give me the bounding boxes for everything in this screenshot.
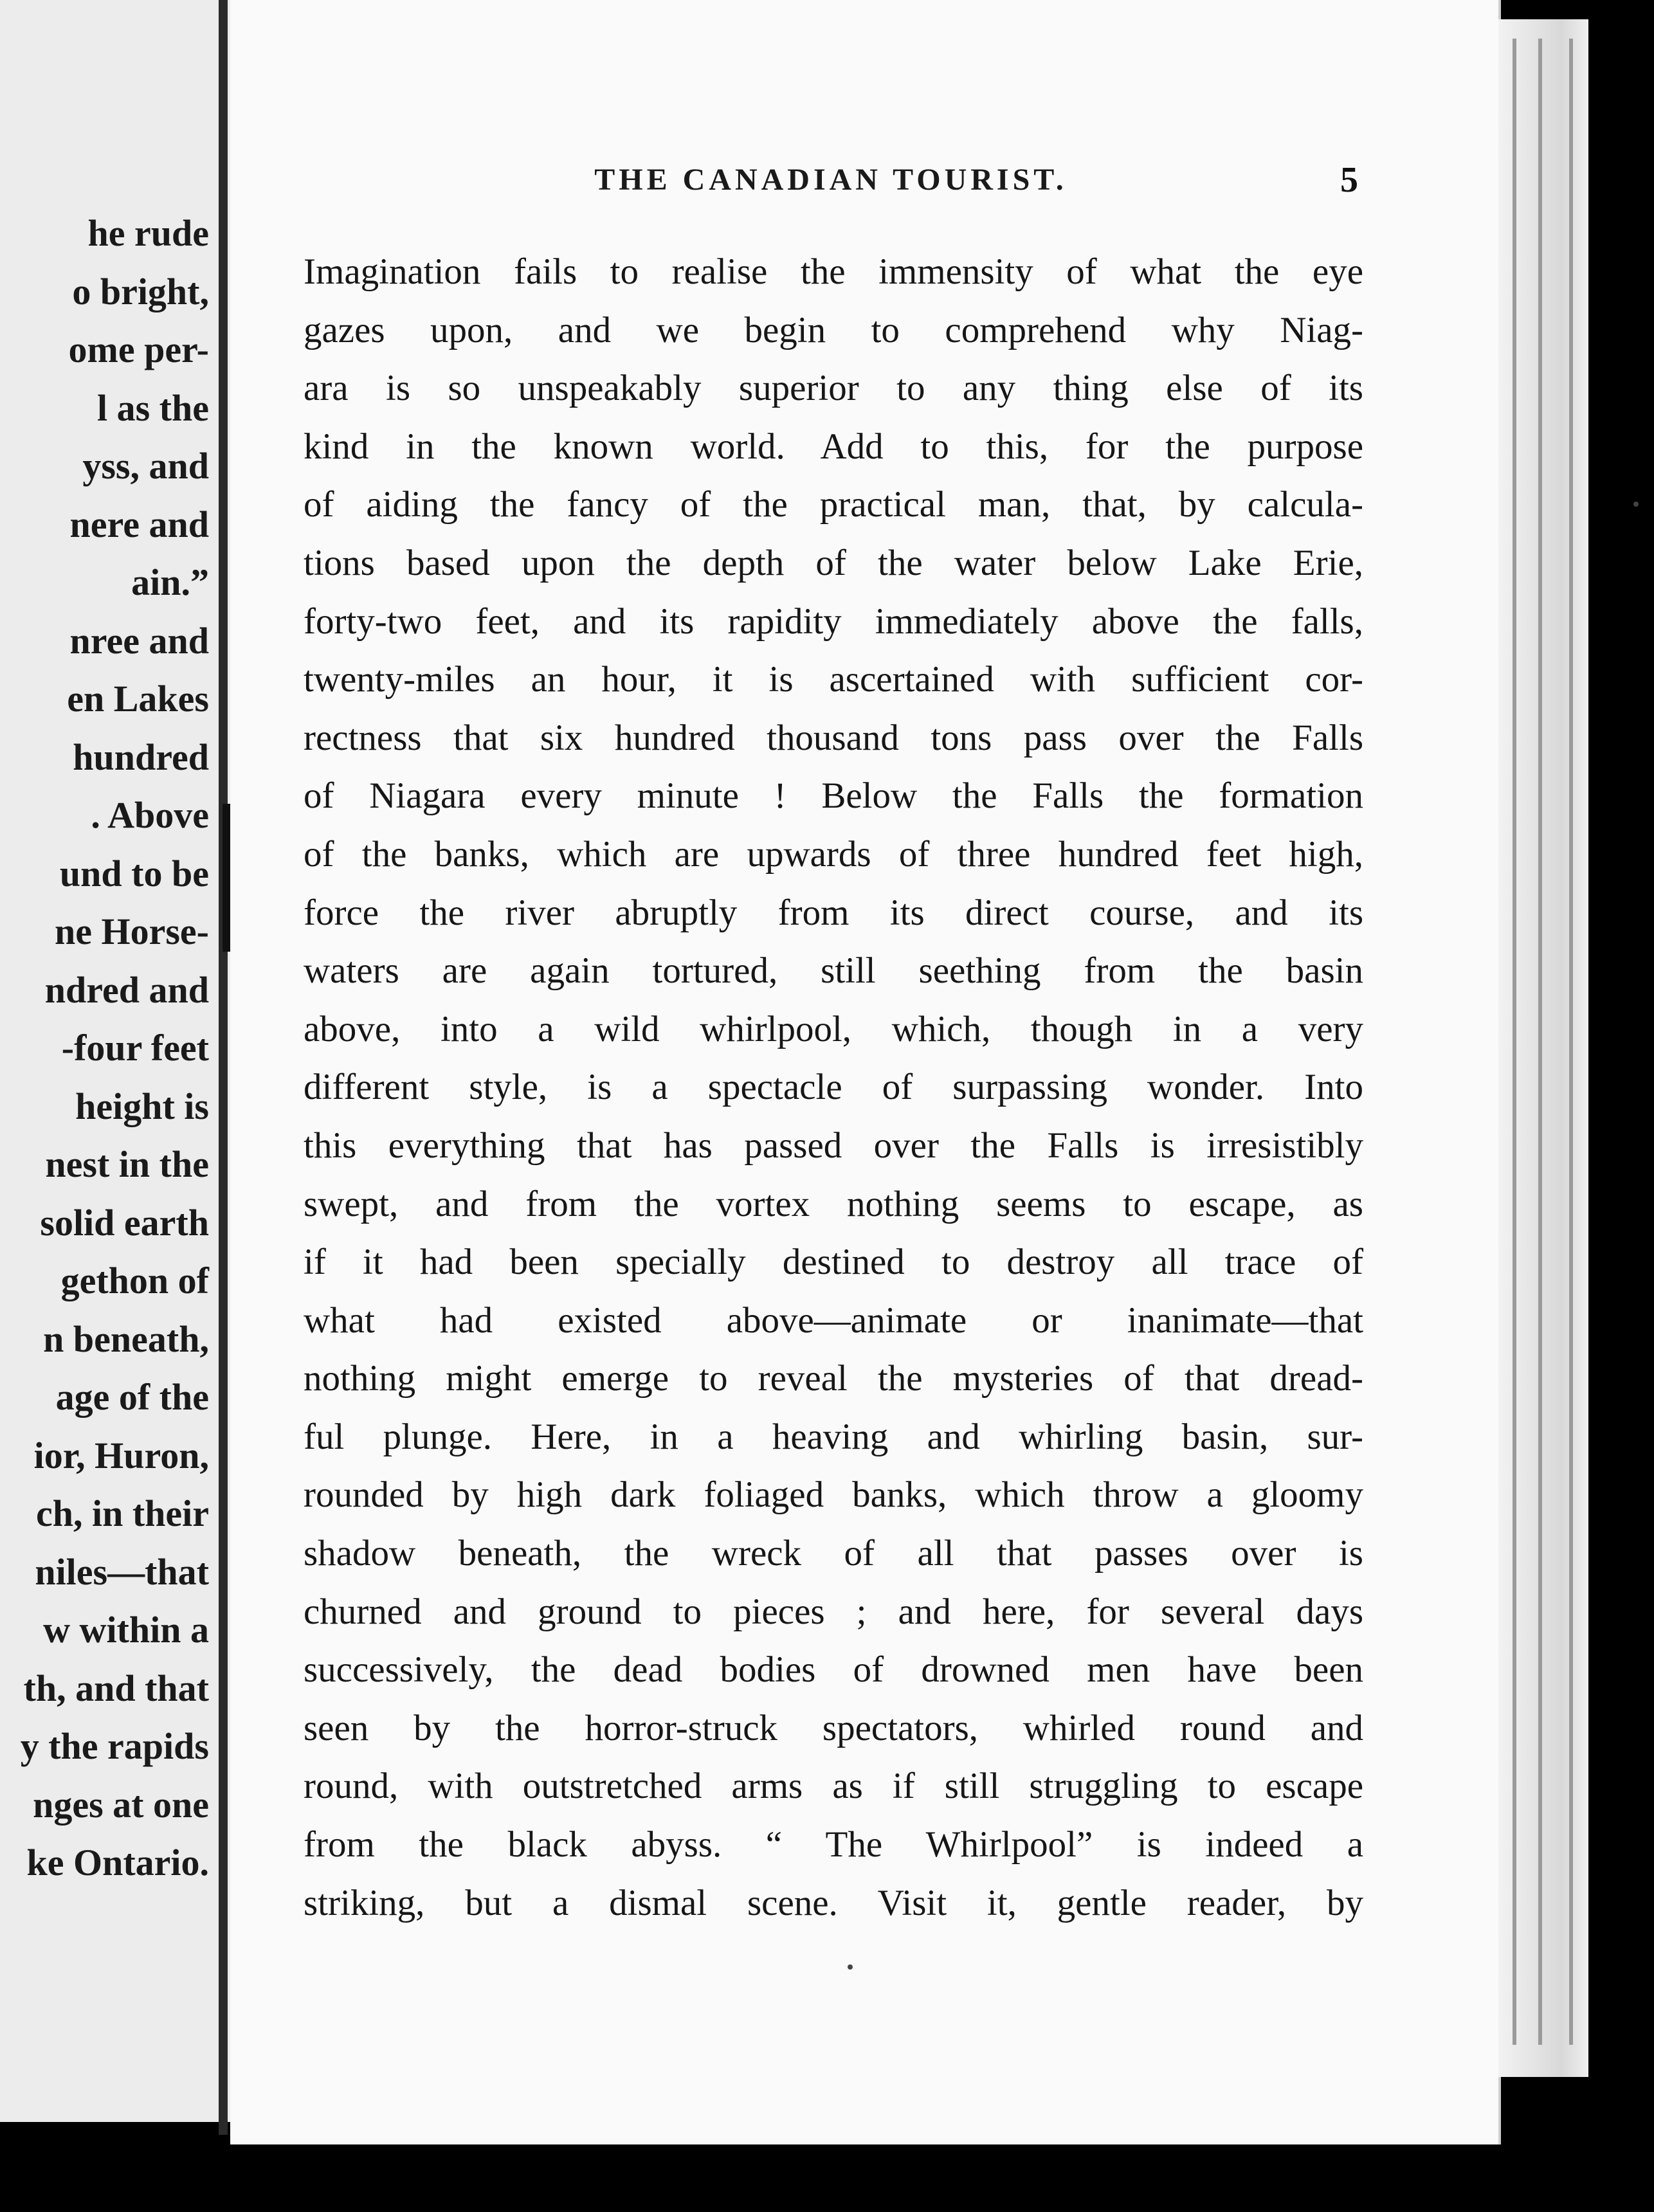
text-line: n beneath, (43, 1318, 209, 1360)
text-line: ke Ontario. (26, 1842, 209, 1883)
running-title: THE CANADIAN TOURIST. (594, 163, 1068, 197)
text-line: of aiding the fancy of the practical man, that, by calcula- (304, 484, 1363, 525)
text-line: nere and (69, 503, 209, 545)
text-line: nothing might emerge to reveal the mysteries of that dread- (304, 1358, 1363, 1399)
page-edge-line (1569, 39, 1573, 2045)
text-line: waters are again tortured, still seething from the basin (304, 950, 1363, 992)
text-line: kind in the known world. Add to this, for the purpose (304, 426, 1363, 467)
text-line: ne Horse- (55, 911, 209, 952)
text-line: what had existed above—animate or inanimate—that (304, 1300, 1363, 1341)
page-edge-line (1538, 39, 1542, 2045)
text-line: from the black abyss. “ The Whirlpool” is indeed a (304, 1824, 1363, 1865)
page-stack-edge (1498, 19, 1588, 2077)
text-line: niles—that (35, 1550, 209, 1593)
text-line: und to be (59, 852, 209, 894)
text-line: l as the (97, 386, 209, 429)
text-line: nges at one (33, 1783, 209, 1826)
text-line: twenty-miles an hour, it is ascertained with sufficient cor- (304, 659, 1363, 700)
text-line: different style, is a spectacle of surpassing wonder. Into (304, 1067, 1363, 1108)
text-line: ful plunge. Here, in a heaving and whirling basin, sur- (304, 1416, 1363, 1457)
text-line: Imagination fails to realise the immensity of what the eye (304, 251, 1363, 292)
text-line: ior, Huron, (33, 1434, 209, 1476)
text-line: successively, the dead bodies of drowned men have been (304, 1649, 1363, 1691)
text-line: yss, and (82, 445, 209, 487)
text-line: shadow beneath, the wreck of all that passes over is (304, 1533, 1363, 1574)
text-line: swept, and from the vortex nothing seems to escape, as (304, 1183, 1363, 1224)
text-line: seen by the horror-struck spectators, whirled round and (304, 1707, 1363, 1748)
text-line: round, with outstretched arms as if still struggling to escape (304, 1766, 1363, 1807)
text-line: nest in the (45, 1143, 209, 1185)
text-line: rectness that six hundred thousand tons pass over the Falls (304, 717, 1363, 758)
text-line: solid earth (40, 1201, 209, 1244)
text-line: if it had been specially destined to destroy all trace of (304, 1242, 1363, 1283)
text-line: this everything that has passed over the Falls is irresistibly (304, 1125, 1363, 1166)
text-line: th, and that (23, 1667, 209, 1709)
text-line: ome per- (68, 329, 209, 370)
text-line: w within a (43, 1609, 209, 1651)
text-line: gethon of (60, 1260, 209, 1301)
text-line: y the rapids (20, 1725, 209, 1767)
text-line: ara is so unspeakably superior to any thing else of its (304, 368, 1363, 409)
text-line: ch, in their (35, 1492, 209, 1534)
text-line: en Lakes (67, 678, 209, 720)
book-gutter (219, 0, 228, 2135)
text-line: nree and (69, 619, 209, 662)
text-line: churned and ground to pieces ; and here, for several days (304, 1591, 1363, 1632)
text-line: tions based upon the depth of the water below Lake Erie, (304, 542, 1363, 583)
previous-page-text (0, 204, 209, 1892)
text-line: -four feet (61, 1027, 209, 1069)
ink-speck (1633, 502, 1639, 507)
text-line: age of the (55, 1376, 209, 1418)
text-line: forty-two feet, and its rapidity immediately above the falls, (304, 601, 1363, 642)
text-line: rounded by high dark foliaged banks, which throw a gloomy (304, 1474, 1363, 1516)
text-line: above, into a wild whirlpool, which, though in a very (304, 1008, 1363, 1049)
ink-speck (848, 1964, 853, 1970)
page-body-text (304, 243, 1363, 1932)
page-edge-line (1513, 39, 1516, 2045)
text-line: height is (75, 1085, 209, 1127)
text-line: hundred (73, 736, 209, 778)
text-line: he rude (87, 212, 209, 254)
text-line: gazes upon, and we begin to comprehend why Niag- (304, 309, 1363, 350)
text-line: o bright, (72, 270, 209, 313)
text-line: striking, but a dismal scene. Visit it, gentle reader, by (304, 1882, 1363, 1923)
text-line: of Niagara every minute ! Below the Falls the formation (304, 775, 1363, 817)
text-line: of the banks, which are upwards of three hundred feet high, (304, 833, 1363, 875)
running-head (304, 154, 1358, 206)
text-line: force the river abruptly from its direct course, and its (304, 892, 1363, 933)
text-line: ndred and (44, 968, 209, 1011)
previous-page-fragment (0, 0, 244, 2122)
text-line: . Above (91, 794, 209, 836)
text-line: ain.” (131, 561, 209, 603)
page-number: 5 (1340, 160, 1358, 200)
